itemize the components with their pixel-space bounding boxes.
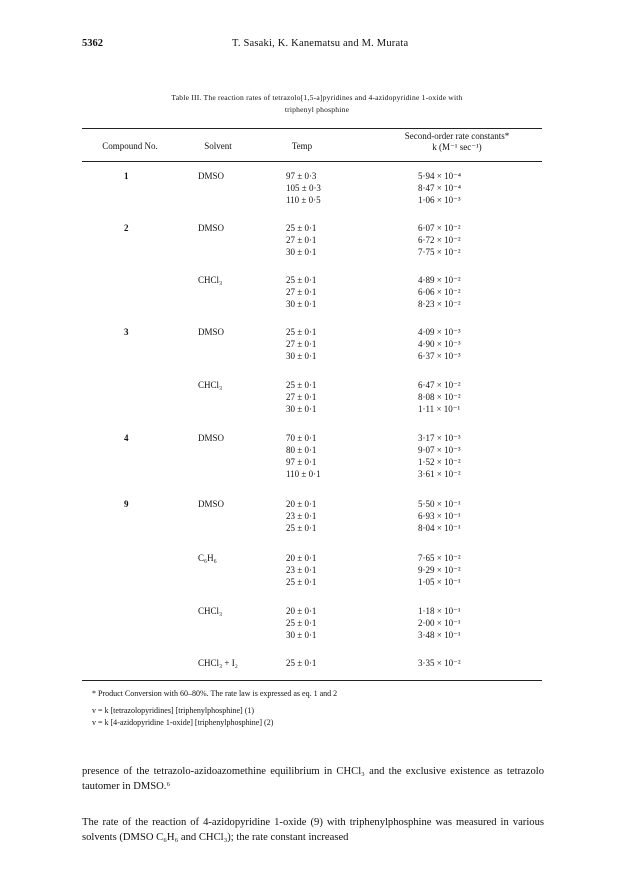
table-cell-rate: 5·50 × 10⁻¹ (418, 499, 461, 509)
table-cell-rate: 6·47 × 10⁻² (418, 380, 461, 390)
running-head: T. Sasaki, K. Kanematsu and M. Murata (232, 38, 409, 49)
table-cell-temp: 23 ± 0·1 (286, 565, 317, 575)
column-header-rate-line2: k (M⁻¹ sec⁻¹) (432, 142, 482, 152)
table-cell-compound: 4 (124, 433, 129, 443)
column-header-solvent: Solvent (204, 141, 232, 151)
table-cell-rate: 7·75 × 10⁻² (418, 247, 461, 257)
table-cell-rate: 6·93 × 10⁻¹ (418, 511, 461, 521)
table-caption-line2: triphenyl phosphine (284, 105, 350, 114)
table-cell-temp: 25 ± 0·1 (286, 275, 317, 285)
table-cell-rate: 3·48 × 10⁻¹ (418, 630, 461, 640)
table-cell-rate: 5·94 × 10⁻⁴ (418, 171, 461, 181)
table-footnote: * Product Conversion with 60–80%. The rate law is expressed as eq. 1 and 2 (92, 689, 338, 698)
table-cell-temp: 105 ± 0·3 (286, 183, 321, 193)
table-cell-temp: 30 ± 0·1 (286, 404, 317, 414)
table-cell-solvent: DMSO (198, 223, 225, 233)
table-top-rule (82, 128, 542, 129)
table-cell-solvent: CHCl₃ (198, 275, 223, 285)
table-cell-rate: 4·90 × 10⁻³ (418, 339, 461, 349)
table-cell-temp: 27 ± 0·1 (286, 287, 317, 297)
table-caption (92, 92, 542, 116)
table-cell-rate: 9·07 × 10⁻³ (418, 445, 461, 455)
table-cell-rate: 2·00 × 10⁻¹ (418, 618, 461, 628)
table-cell-temp: 25 ± 0·1 (286, 618, 317, 628)
column-header-temp: Temp (291, 141, 313, 151)
table-cell-temp: 30 ± 0·1 (286, 630, 317, 640)
table-cell-compound: 3 (124, 327, 129, 337)
table-cell-temp: 23 ± 0·1 (286, 511, 317, 521)
table-cell-rate: 1·52 × 10⁻² (418, 457, 461, 467)
body-paragraph-2: The rate of the reaction of 4-azidopyridine 1-oxide (9) with triphenylphosphine was measured in various solvents (DMSO C₆H₆ and CHCl₃); the rate constant increased (82, 817, 544, 843)
table-cell-temp: 20 ± 0·1 (286, 606, 317, 616)
table-cell-solvent: CHCl₃ + I₂ (198, 658, 238, 668)
table-cell-rate: 3·17 × 10⁻³ (418, 433, 461, 443)
table-cell-temp: 70 ± 0·1 (286, 433, 317, 443)
table-cell-temp: 20 ± 0·1 (286, 499, 317, 509)
table-cell-temp: 25 ± 0·1 (286, 658, 317, 668)
table-cell-rate: 8·47 × 10⁻⁴ (418, 183, 461, 193)
table-cell-temp: 30 ± 0·1 (286, 247, 317, 257)
table-cell-compound: 9 (124, 499, 129, 509)
table-cell-rate: 3·61 × 10⁻² (418, 469, 461, 479)
table-cell-temp: 30 ± 0·1 (286, 299, 317, 309)
body-paragraph-1: presence of the tetrazolo-azidoazomethine equilibrium in CHCl₃ and the exclusive existence as tetrazolo tautomer in DMSO.⁶ (82, 766, 544, 792)
table-cell-temp: 97 ± 0·1 (286, 457, 317, 467)
table-cell-rate: 7·65 × 10⁻² (418, 553, 461, 563)
table-cell-rate: 6·07 × 10⁻² (418, 223, 461, 233)
table-cell-temp: 97 ± 0·3 (286, 171, 317, 181)
table-cell-temp: 27 ± 0·1 (286, 339, 317, 349)
table-cell-rate: 1·06 × 10⁻³ (418, 195, 461, 205)
table-cell-rate: 1·05 × 10⁻¹ (418, 577, 461, 587)
table-cell-rate: 6·37 × 10⁻³ (418, 351, 461, 361)
table-cell-temp: 25 ± 0·1 (286, 327, 317, 337)
table-caption-line1: Table III. The reaction rates of tetrazolo[1,5-a]pyridines and 4-azidopyridine 1-oxide with (171, 93, 463, 102)
table-cell-temp: 27 ± 0·1 (286, 235, 317, 245)
table-cell-compound: 1 (124, 171, 129, 181)
table-cell-temp: 25 ± 0·1 (286, 380, 317, 390)
table-cell-solvent: CHCl₃ (198, 380, 223, 390)
table-cell-temp: 20 ± 0·1 (286, 553, 317, 563)
column-header-compound: Compound No. (102, 141, 158, 151)
table-cell-temp: 110 ± 0·5 (286, 195, 321, 205)
table-header-rule (82, 161, 542, 162)
table-cell-rate: 1·11 × 10⁻¹ (418, 404, 461, 414)
rate-law-equation-2: v = k [4-azidopyridine 1-oxide] [triphenylphosphine] (2) (92, 718, 274, 727)
table-cell-temp: 25 ± 0·1 (286, 223, 317, 233)
table-cell-temp: 30 ± 0·1 (286, 351, 317, 361)
table-cell-solvent: DMSO (198, 171, 225, 181)
table-cell-rate: 4·09 × 10⁻³ (418, 327, 461, 337)
table-cell-rate: 8·04 × 10⁻¹ (418, 523, 461, 533)
table-cell-temp: 25 ± 0·1 (286, 523, 317, 533)
table-cell-solvent: DMSO (198, 327, 225, 337)
table-bottom-rule (82, 680, 542, 681)
table-cell-compound: 2 (124, 223, 129, 233)
table-cell-temp: 27 ± 0·1 (286, 392, 317, 402)
table-cell-rate: 6·06 × 10⁻² (418, 287, 461, 297)
table-cell-rate: 6·72 × 10⁻² (418, 235, 461, 245)
page-number: 5362 (82, 38, 103, 49)
column-header-rate-line1: Second-order rate constants* (404, 131, 510, 141)
table-cell-rate: 4·89 × 10⁻² (418, 275, 461, 285)
table-cell-rate: 8·23 × 10⁻² (418, 299, 461, 309)
table-cell-solvent: DMSO (198, 499, 225, 509)
table-cell-temp: 110 ± 0·1 (286, 469, 321, 479)
table-cell-rate: 9·29 × 10⁻² (418, 565, 461, 575)
table-cell-temp: 25 ± 0·1 (286, 577, 317, 587)
rate-law-equation-1: v = k [tetrazolopyridines] [triphenylphosphine] (1) (92, 706, 255, 715)
table-cell-rate: 8·08 × 10⁻² (418, 392, 461, 402)
table-cell-rate: 1·18 × 10⁻¹ (418, 606, 461, 616)
table-cell-solvent: C₆H₆ (198, 553, 217, 563)
table-cell-temp: 80 ± 0·1 (286, 445, 317, 455)
table-cell-solvent: DMSO (198, 433, 225, 443)
column-header-rate (372, 131, 542, 153)
table-cell-rate: 3·35 × 10⁻² (418, 658, 461, 668)
table-cell-solvent: CHCl₃ (198, 606, 223, 616)
